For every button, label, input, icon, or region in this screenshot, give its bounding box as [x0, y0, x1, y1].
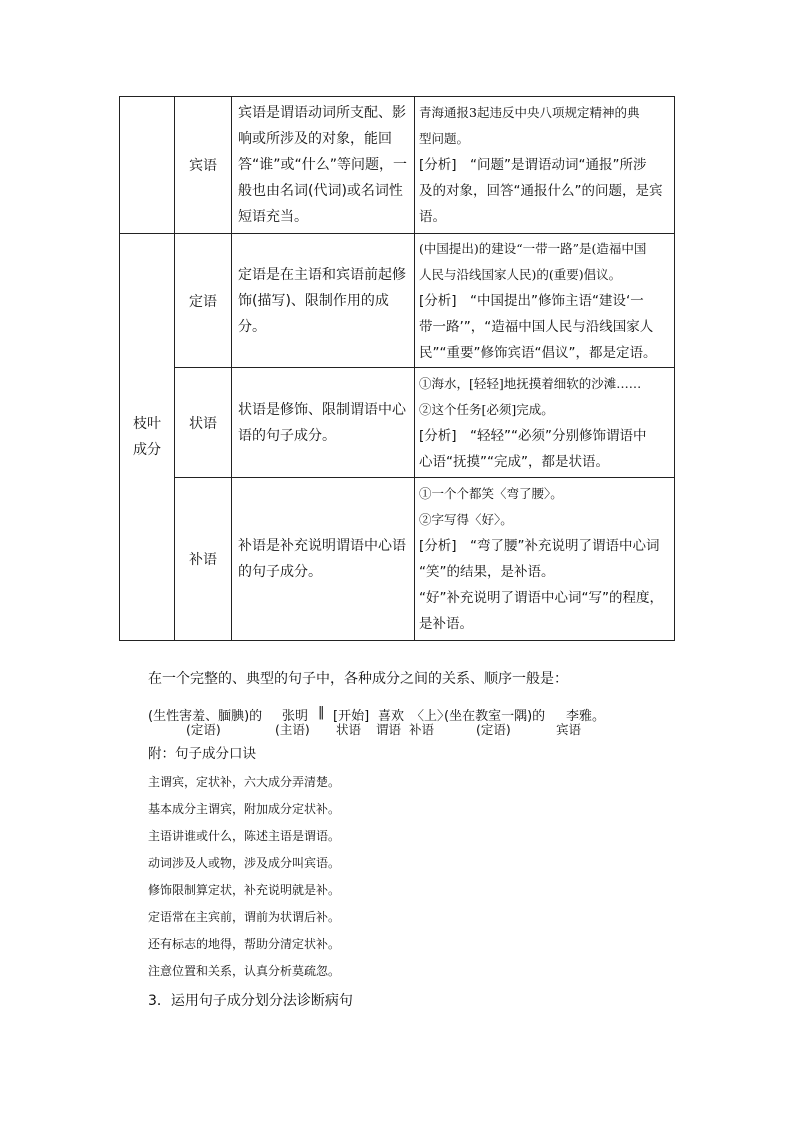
sentence-structure-diagram [148, 705, 748, 737]
analysis-line: 带一路’”，“造福中国人民与沿线国家人 [419, 318, 654, 335]
example-line: ②这个任务[必须]完成。 [419, 401, 554, 417]
analysis-line: “笑”的结果，是补语。 [419, 564, 555, 580]
component-definition: 补语是补充说明谓语中心语的句子成分。 [232, 478, 415, 641]
component-label: (定语) [186, 722, 221, 737]
analysis-line: “好”补充说明了谓语中心词“写”的程度， [419, 590, 663, 606]
sentence-segment: 李雅。 [566, 709, 606, 724]
rhyme-line: 注意位置和关系，认真分析莫疏忽。 [148, 964, 341, 978]
structure-intro: 在一个完整的、典型的句子中，各种成分之间的关系、顺序一般是： [148, 671, 568, 687]
component-name: 补语 [175, 478, 232, 641]
component-name: 状语 [175, 368, 232, 478]
analysis-line: 语。 [419, 209, 446, 225]
component-name: 宾语 [175, 97, 232, 234]
rhyme-line: 还有标志的地得，帮助分清定状补。 [148, 937, 341, 951]
analysis-line: [分析] “轻轻”“必须”分别修饰谓语中 [419, 427, 647, 444]
rhyme-line: 动词涉及人或物，涉及成分叫宾语。 [148, 856, 341, 870]
sentence-segment: ‖ [318, 705, 325, 720]
category-cell-empty [120, 97, 175, 234]
sentence-segment: (生性害羞、腼腆)的 [148, 709, 263, 724]
example-line: 型问题。 [419, 131, 470, 146]
component-definition: 宾语是谓语动词所支配、影响或所涉及的对象，能回答“谁”或“什么”等问题，一般也由名词(代词)或名词性短语充当。 [232, 97, 415, 234]
sentence-segment: (坐在教室一隅)的 [444, 709, 546, 724]
component-definition: 状语是修饰、限制谓语中心语的句子成分。 [232, 368, 415, 478]
component-example [415, 368, 675, 478]
component-name: 定语 [175, 234, 232, 368]
category-cell [120, 234, 175, 641]
analysis-line: 是补语。 [419, 616, 473, 632]
sentence-components-table [119, 96, 675, 641]
component-label: 谓语 [376, 722, 402, 737]
sentence-segment: 〈上〉 [411, 709, 451, 724]
analysis-line: 心语“抚摸”“完成”，都是状语。 [419, 453, 609, 470]
component-label: 宾语 [556, 722, 582, 737]
table-row [120, 97, 675, 234]
analysis-line: 及的对象，回答“通报什么”的问题，是宾 [419, 183, 663, 199]
component-label: 补语 [409, 722, 435, 737]
example-line: ①一个个都笑〈弯了腰〉。 [419, 486, 563, 501]
rhyme-line: 主语讲谁或什么，陈述主语是谓语。 [148, 829, 341, 843]
sentence-segment: 张明 [282, 709, 309, 724]
analysis-line: 民”“重要”修饰宾语“倡议”，都是定语。 [419, 344, 657, 361]
component-label: (定语) [476, 722, 511, 737]
rhyme-line: 定语常在主宾前，谓前为状谓后补。 [148, 910, 341, 924]
component-example [415, 234, 675, 368]
analysis-line: [分析] “问题”是谓语动词“通报”所涉 [419, 157, 647, 173]
example-line: (中国提出)的建设“一带一路”是(造福中国 [419, 240, 647, 256]
sentence-segment: [开始] [333, 709, 370, 724]
table-row [120, 368, 675, 478]
component-example [415, 97, 675, 234]
appendix-title: 附：句子成分口诀 [148, 746, 256, 762]
component-label: (主语) [275, 722, 310, 737]
table-row [120, 478, 675, 641]
example-line: ①海水，[轻轻]地抚摸着细软的沙滩…… [419, 375, 642, 391]
category-label: 枝叶成分 [133, 416, 161, 458]
example-line: 青海通报3起违反中央八项规定精神的典 [419, 105, 640, 120]
example-line: ②字写得〈好〉。 [419, 512, 513, 527]
component-definition: 定语是在主语和宾语前起修饰(描写)、限制作用的成分。 [232, 234, 415, 368]
component-label: 状语 [336, 722, 362, 737]
example-line: 人民与沿线国家人民)的(重要)倡议。 [419, 266, 622, 282]
rhyme-line: 基本成分主谓宾，附加成分定状补。 [148, 802, 341, 816]
sentence-segment: 喜欢 [378, 709, 405, 724]
section-heading: 3．运用句子成分划分法诊断病句 [148, 993, 353, 1009]
analysis-line: [分析] “中国提出”修饰主语“建设‘一 [419, 292, 644, 309]
table-row [120, 234, 675, 368]
rhyme-line: 主谓宾，定状补，六大成分弄清楚。 [148, 775, 341, 789]
rhyme-line: 修饰限制算定状，补充说明就是补。 [148, 883, 341, 897]
component-example [415, 478, 675, 641]
analysis-line: [分析] “弯了腰”补充说明了谓语中心词 [419, 538, 660, 554]
